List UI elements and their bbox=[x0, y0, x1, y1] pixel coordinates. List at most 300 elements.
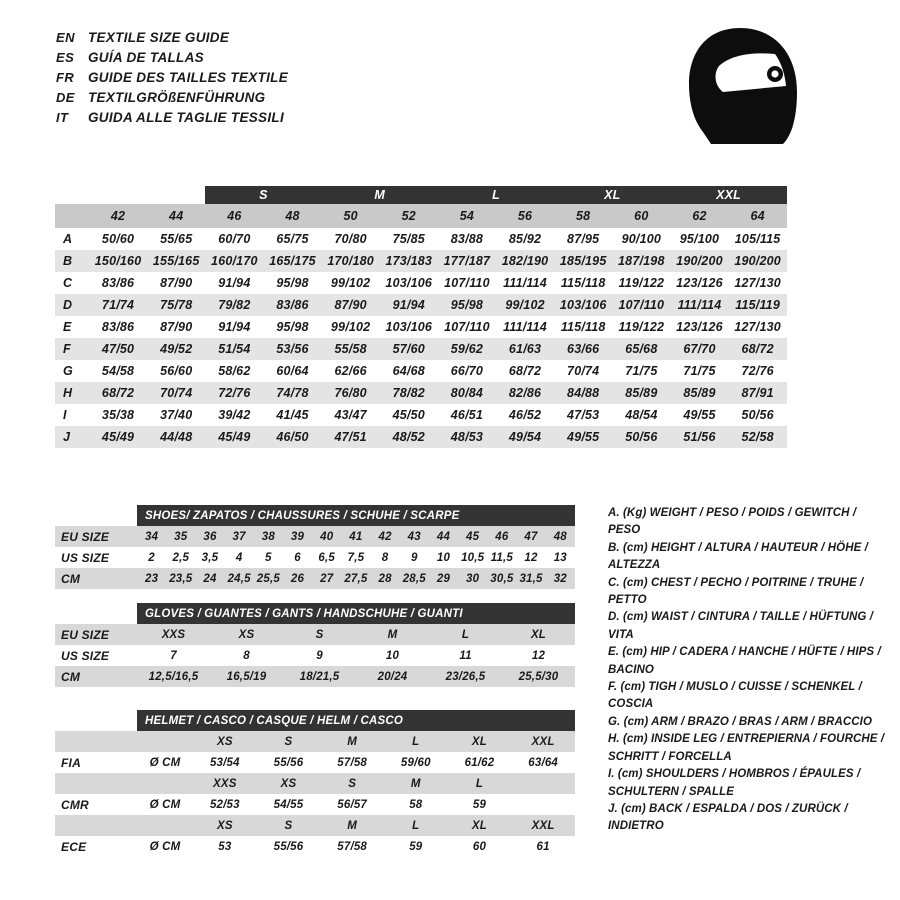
measure-cell: 123/126 bbox=[676, 276, 723, 290]
measure-cell: 95/98 bbox=[276, 320, 309, 334]
shoes-cell: 30,5 bbox=[490, 572, 514, 585]
helmet-standard-fia: FIA bbox=[61, 755, 81, 770]
title-row-it bbox=[56, 110, 288, 130]
measure-cell: 62/66 bbox=[334, 364, 367, 378]
shoes-cell: 38 bbox=[261, 530, 275, 543]
size-number-56: 56 bbox=[496, 204, 554, 228]
measure-cell: 49/55 bbox=[567, 430, 600, 444]
table-row bbox=[55, 752, 575, 773]
measure-cell: 127/130 bbox=[734, 320, 781, 334]
helmet-cell: 61 bbox=[536, 840, 550, 853]
measure-cell: 47/53 bbox=[567, 408, 600, 422]
gloves-cell: 23/26,5 bbox=[445, 670, 486, 683]
title-text-it: GUIDA ALLE TAGLIE TESSILI bbox=[88, 110, 284, 125]
measure-cell: 57/60 bbox=[392, 342, 425, 356]
measure-cell: 87/90 bbox=[160, 320, 193, 334]
helmet-size-m: M bbox=[347, 735, 358, 748]
shoes-cell: 25,5 bbox=[256, 572, 280, 585]
size-number-42: 42 bbox=[89, 204, 147, 228]
measure-cell: 65/75 bbox=[276, 232, 309, 246]
measure-cell: 173/183 bbox=[385, 254, 433, 268]
textile-size-table bbox=[55, 186, 845, 448]
measure-cell: 65/68 bbox=[625, 342, 658, 356]
size-number-60: 60 bbox=[612, 204, 670, 228]
helmet-cell: 53 bbox=[218, 840, 232, 853]
measure-cell: 49/54 bbox=[508, 430, 542, 444]
gloves-cell: 12 bbox=[531, 649, 546, 662]
measure-cell: 72/76 bbox=[218, 386, 251, 400]
measure-cell: 43/47 bbox=[334, 408, 367, 422]
measure-cell: 87/90 bbox=[334, 298, 367, 312]
measure-cell: 99/102 bbox=[330, 276, 371, 290]
helmet-size-row bbox=[55, 815, 575, 836]
table-row bbox=[55, 794, 575, 815]
measure-cell: 83/86 bbox=[276, 298, 309, 312]
table-row bbox=[55, 568, 575, 589]
gloves-cell: 20/24 bbox=[377, 670, 408, 683]
title-text-fr: GUIDE DES TAILLES TEXTILE bbox=[88, 70, 289, 85]
measure-cell: 50/56 bbox=[741, 408, 774, 422]
helmet-title-row bbox=[55, 710, 575, 731]
shoes-cell: 9 bbox=[410, 551, 418, 564]
shoes-cell: 23,5 bbox=[169, 572, 193, 585]
measure-cell: 71/75 bbox=[683, 364, 716, 378]
helmet-cell: 57/58 bbox=[337, 756, 368, 769]
measure-cell: 46/52 bbox=[508, 408, 542, 422]
shoes-cell: 27 bbox=[320, 572, 334, 585]
gloves-table bbox=[55, 603, 575, 687]
title-text-es: GUÍA DE TALLAS bbox=[88, 50, 204, 65]
measure-cell: 90/100 bbox=[621, 232, 662, 246]
shoes-cell: 10,5 bbox=[461, 551, 485, 564]
size-band-empty bbox=[55, 186, 89, 204]
measure-label-E: E bbox=[63, 320, 72, 334]
measure-cell: 103/106 bbox=[559, 298, 607, 312]
measure-cell: 123/126 bbox=[676, 320, 723, 334]
measure-cell: 72/76 bbox=[741, 364, 774, 378]
shoes-cell: 24,5 bbox=[227, 572, 251, 585]
legend-line: C. (cm) CHEST / PECHO / POITRINE / TRUHE / PETTO bbox=[608, 576, 864, 607]
shoes-row-label: CM bbox=[61, 571, 81, 586]
measure-cell: 107/110 bbox=[444, 320, 490, 334]
measure-cell: 74/78 bbox=[276, 386, 309, 400]
measure-cell: 66/70 bbox=[450, 364, 484, 378]
table-row bbox=[55, 228, 845, 250]
measure-cell: 85/89 bbox=[625, 386, 658, 400]
measure-label-A: A bbox=[63, 232, 73, 246]
shoes-cell: 41 bbox=[349, 530, 363, 543]
table-row bbox=[55, 666, 575, 687]
table-row bbox=[55, 338, 845, 360]
gloves-cell: 18/21,5 bbox=[299, 670, 340, 683]
helmet-cell: 52/53 bbox=[209, 798, 240, 811]
measure-label-G: G bbox=[63, 364, 73, 378]
measure-label-F: F bbox=[63, 342, 71, 356]
legend-line: H. (cm) INSIDE LEG / ENTREPIERNA / FOURCHE / bbox=[608, 733, 885, 746]
shoes-cell: 36 bbox=[203, 530, 217, 543]
measure-cell: 83/88 bbox=[450, 232, 484, 246]
measure-cell: 60/70 bbox=[218, 232, 251, 246]
gloves-row-label: EU SIZE bbox=[61, 627, 110, 642]
shoes-cell: 44 bbox=[436, 530, 451, 543]
gloves-title-spacer bbox=[55, 603, 137, 624]
helmet-cell: 59 bbox=[472, 798, 487, 811]
helmet-unit: Ø CM bbox=[149, 798, 181, 811]
measure-cell: 170/180 bbox=[327, 254, 374, 268]
measure-cell: 85/89 bbox=[683, 386, 716, 400]
size-number-58: 58 bbox=[554, 204, 612, 228]
helmet-size-spacer2 bbox=[137, 815, 193, 836]
table-row bbox=[55, 526, 575, 547]
gloves-cell: 11 bbox=[459, 649, 472, 662]
measure-cell: 52/58 bbox=[741, 430, 774, 444]
measure-cell: 87/95 bbox=[567, 232, 600, 246]
measure-cell: 103/106 bbox=[385, 276, 433, 290]
measure-cell: 185/195 bbox=[559, 254, 607, 268]
size-number-44: 44 bbox=[147, 204, 205, 228]
helmet-size-s: S bbox=[284, 735, 293, 748]
measure-cell: 75/85 bbox=[392, 232, 425, 246]
measure-cell: 68/72 bbox=[741, 342, 774, 356]
helmet-size-m: M bbox=[410, 777, 421, 790]
shoes-cell: 11,5 bbox=[490, 551, 514, 564]
helmet-size-empty bbox=[511, 773, 575, 794]
size-band-empty bbox=[147, 186, 205, 204]
measure-cell: 47/50 bbox=[101, 342, 135, 356]
legend-line: I. (cm) SHOULDERS / HOMBROS / ÉPAULES / bbox=[608, 768, 861, 781]
gloves-row-label: CM bbox=[61, 669, 81, 684]
measure-cell: 115/118 bbox=[560, 320, 606, 334]
measure-cell: 177/187 bbox=[443, 254, 491, 268]
helmet-title-spacer bbox=[55, 710, 137, 731]
legend-line: E. (cm) HIP / CADERA / HANCHE / HÜFTE / HIPS / BACINO bbox=[608, 646, 881, 676]
measure-cell: 115/119 bbox=[735, 298, 780, 312]
shoes-cell: 3,5 bbox=[201, 551, 219, 564]
shoes-cell: 27,5 bbox=[344, 572, 368, 585]
gloves-title: GLOVES / GUANTES / GANTS / HANDSCHUHE / GUANTI bbox=[137, 603, 575, 624]
measure-cell: 48/52 bbox=[392, 430, 425, 444]
measure-label-D: D bbox=[63, 298, 73, 312]
measure-cell: 68/72 bbox=[508, 364, 542, 378]
helmet-size-spacer bbox=[55, 731, 137, 752]
shoes-cell: 6,5 bbox=[318, 551, 336, 564]
measure-label-I: I bbox=[63, 408, 67, 422]
measure-cell: 46/50 bbox=[276, 430, 309, 444]
shoes-title: SHOES/ ZAPATOS / CHAUSSURES / SCHUHE / SCARPE bbox=[137, 505, 575, 526]
title-text-de: TEXTILGRÖßENFÜHRUNG bbox=[88, 90, 266, 105]
shoes-cell: 12 bbox=[524, 551, 538, 564]
gloves-cell: 10 bbox=[385, 649, 400, 662]
gloves-cell: M bbox=[387, 628, 398, 641]
measure-cell: 49/52 bbox=[160, 342, 193, 356]
shoes-cell: 34 bbox=[144, 530, 159, 543]
measure-cell: 91/94 bbox=[218, 320, 251, 334]
helmet-cell: 63/64 bbox=[528, 756, 559, 769]
shoes-cell: 39 bbox=[290, 530, 305, 543]
measure-cell: 111/114 bbox=[503, 320, 547, 334]
shoes-row-label: EU SIZE bbox=[61, 529, 110, 544]
shoes-title-row bbox=[55, 505, 575, 526]
legend-line: B. (cm) HEIGHT / ALTURA / HAUTEUR / HÖHE / ALTEZZA bbox=[608, 541, 868, 572]
size-band-s: S bbox=[205, 186, 321, 204]
helmet-size-xs: XS bbox=[216, 735, 233, 748]
shoes-cell: 5 bbox=[265, 551, 272, 564]
shoes-cell: 37 bbox=[232, 530, 246, 543]
legend-line: SCHRITT / FORCELLA bbox=[608, 750, 732, 763]
size-band-xl: XL bbox=[554, 186, 670, 204]
helmet-size-spacer bbox=[55, 815, 137, 836]
shoes-cell: 46 bbox=[495, 530, 509, 543]
measure-cell: 85/92 bbox=[508, 232, 542, 246]
measure-cell: 83/86 bbox=[101, 320, 135, 334]
gloves-cell: 25,5/30 bbox=[518, 670, 559, 683]
helmet-size-xxl: XXL bbox=[531, 735, 555, 748]
measure-cell: 103/106 bbox=[385, 320, 433, 334]
size-number-corner bbox=[55, 204, 89, 228]
gloves-cell: 12,5/16,5 bbox=[148, 670, 199, 683]
shoes-cell: 4 bbox=[235, 551, 243, 564]
gloves-cell: XXS bbox=[161, 628, 186, 641]
gloves-cell: 7 bbox=[170, 649, 177, 662]
shoes-cell: 2 bbox=[148, 551, 155, 564]
title-row-de bbox=[56, 90, 288, 110]
measure-cell: 39/42 bbox=[218, 408, 251, 422]
measure-cell: 182/190 bbox=[501, 254, 549, 268]
shoes-cell: 42 bbox=[378, 530, 392, 543]
table-row bbox=[55, 645, 575, 666]
measure-cell: 50/56 bbox=[625, 430, 658, 444]
table-row bbox=[55, 294, 845, 316]
measure-label-J: J bbox=[63, 430, 71, 444]
measure-cell: 71/75 bbox=[625, 364, 658, 378]
helmet-cell: 61/62 bbox=[464, 756, 495, 769]
helmet-cell: 56/57 bbox=[337, 798, 368, 811]
helmet-size-xxs: XXS bbox=[213, 777, 237, 790]
measure-label-C: C bbox=[63, 276, 73, 290]
shoes-cell: 24 bbox=[203, 572, 217, 585]
measure-cell: 190/200 bbox=[676, 254, 723, 268]
measure-cell: 46/51 bbox=[450, 408, 484, 422]
helmet-cell: 59/60 bbox=[400, 756, 431, 769]
shoes-cell: 23 bbox=[144, 572, 159, 585]
measure-cell: 41/45 bbox=[276, 408, 309, 422]
gloves-cell: 16,5/19 bbox=[226, 670, 267, 683]
helmet-size-row bbox=[55, 731, 575, 752]
legend-line: G. (cm) ARM / BRAZO / BRAS / ARM / BRACCIO bbox=[608, 715, 873, 728]
shoes-cell: 48 bbox=[553, 530, 567, 543]
table-row bbox=[55, 836, 575, 857]
helmet-size-xs: XS bbox=[280, 777, 297, 790]
lang-code-en: EN bbox=[56, 30, 75, 45]
shoes-cell: 29 bbox=[436, 572, 451, 585]
helmet-size-m: M bbox=[347, 819, 358, 832]
measure-cell: 160/170 bbox=[211, 254, 258, 268]
measure-cell: 87/90 bbox=[160, 276, 193, 290]
measure-cell: 107/110 bbox=[618, 298, 665, 312]
table-row bbox=[55, 316, 845, 338]
legend-line: A. (Kg) WEIGHT / PESO / POIDS / GEWITCH / PESO bbox=[608, 507, 857, 537]
measure-cell: 54/58 bbox=[101, 364, 135, 378]
shoes-cell: 47 bbox=[524, 530, 538, 543]
gloves-cell: 9 bbox=[316, 649, 323, 662]
helmet-cell: 57/58 bbox=[337, 840, 368, 853]
shoes-cell: 45 bbox=[466, 530, 480, 543]
lang-code-it: IT bbox=[56, 110, 69, 125]
size-number-row bbox=[55, 204, 845, 228]
measure-cell: 70/74 bbox=[160, 386, 193, 400]
measure-cell: 35/38 bbox=[101, 408, 135, 422]
helmet-unit: Ø CM bbox=[149, 840, 181, 853]
measure-cell: 64/68 bbox=[392, 364, 425, 378]
helmet-size-spacer2 bbox=[137, 773, 193, 794]
gloves-row-label: US SIZE bbox=[61, 648, 110, 663]
shoes-cell: 13 bbox=[553, 551, 567, 564]
shoes-cell: 28 bbox=[378, 572, 392, 585]
measure-cell: 51/56 bbox=[683, 430, 716, 444]
helmet-size-s: S bbox=[348, 777, 357, 790]
measure-cell: 99/102 bbox=[330, 320, 371, 334]
racing-helmet-icon bbox=[675, 22, 805, 152]
measure-cell: 58/62 bbox=[218, 364, 251, 378]
size-number-52: 52 bbox=[380, 204, 438, 228]
measure-cell: 55/58 bbox=[334, 342, 367, 356]
helmet-size-xxl: XXL bbox=[531, 819, 555, 832]
helmet-standard-ece: ECE bbox=[61, 839, 87, 854]
shoes-cell: 2,5 bbox=[172, 551, 190, 564]
helmet-table bbox=[55, 710, 575, 857]
measure-cell: 53/56 bbox=[276, 342, 309, 356]
size-band-l: L bbox=[438, 186, 554, 204]
measure-cell: 45/50 bbox=[392, 408, 425, 422]
measure-cell: 68/72 bbox=[101, 386, 135, 400]
measure-cell: 95/98 bbox=[450, 298, 484, 312]
shoes-cell: 8 bbox=[381, 551, 389, 564]
measure-cell: 95/100 bbox=[679, 232, 720, 246]
measure-cell: 75/78 bbox=[160, 298, 193, 312]
measure-cell: 60/64 bbox=[276, 364, 309, 378]
measure-cell: 105/115 bbox=[734, 232, 781, 246]
helmet-size-spacer2 bbox=[137, 731, 193, 752]
legend-line: D. (cm) WAIST / CINTURA / TAILLE / HÜFTUNG / VITA bbox=[608, 611, 874, 641]
helmet-cell: 54/55 bbox=[273, 798, 304, 811]
legend-line: J. (cm) BACK / ESPALDA / DOS / ZURÜCK / INDIETRO bbox=[608, 802, 848, 833]
size-number-64: 64 bbox=[729, 204, 787, 228]
helmet-size-xs: XS bbox=[216, 819, 233, 832]
measure-cell: 155/165 bbox=[152, 254, 200, 268]
measure-cell: 44/48 bbox=[160, 430, 193, 444]
lang-code-de: DE bbox=[56, 90, 75, 105]
gloves-cell: L bbox=[461, 628, 470, 641]
measure-cell: 165/175 bbox=[269, 254, 316, 268]
measure-cell: 71/74 bbox=[101, 298, 135, 312]
measure-cell: 115/118 bbox=[560, 276, 606, 290]
measure-cell: 55/65 bbox=[160, 232, 193, 246]
shoes-table bbox=[55, 505, 575, 589]
size-band-empty bbox=[89, 186, 147, 204]
size-band-row bbox=[55, 186, 845, 204]
measure-cell: 37/40 bbox=[160, 408, 193, 422]
measure-cell: 119/122 bbox=[618, 276, 665, 290]
helmet-cell: 53/54 bbox=[209, 756, 240, 769]
helmet-size-l: L bbox=[475, 777, 484, 790]
measure-cell: 150/160 bbox=[94, 254, 142, 268]
measure-cell: 91/94 bbox=[392, 298, 425, 312]
title-row-fr bbox=[56, 70, 288, 90]
measure-cell: 190/200 bbox=[734, 254, 781, 268]
helmet-cell: 55/56 bbox=[273, 840, 304, 853]
shoes-cell: 26 bbox=[290, 572, 305, 585]
title-text-en: TEXTILE SIZE GUIDE bbox=[88, 30, 230, 45]
table-row bbox=[55, 404, 845, 426]
gloves-title-row bbox=[55, 603, 575, 624]
size-band-m: M bbox=[322, 186, 438, 204]
measure-cell: 45/49 bbox=[218, 430, 251, 444]
measure-cell: 50/60 bbox=[101, 232, 135, 246]
measure-cell: 48/54 bbox=[625, 408, 658, 422]
gloves-cell: XS bbox=[238, 628, 255, 641]
measure-label-H: H bbox=[63, 386, 73, 400]
table-row bbox=[55, 272, 845, 294]
size-band-empty bbox=[787, 186, 845, 204]
helmet-standard-cmr: CMR bbox=[61, 797, 89, 812]
measure-cell: 82/86 bbox=[508, 386, 542, 400]
measure-cell: 47/51 bbox=[334, 430, 367, 444]
lang-code-fr: FR bbox=[56, 70, 75, 85]
helmet-cell: 60 bbox=[472, 840, 487, 853]
shoes-title-spacer bbox=[55, 505, 137, 526]
measure-cell: 107/110 bbox=[444, 276, 490, 290]
measure-cell: 49/55 bbox=[683, 408, 716, 422]
measure-cell: 70/80 bbox=[334, 232, 367, 246]
shoes-cell: 31,5 bbox=[519, 572, 543, 585]
helmet-size-spacer bbox=[55, 773, 137, 794]
size-number-46: 46 bbox=[205, 204, 263, 228]
shoes-cell: 6 bbox=[294, 551, 301, 564]
shoes-cell: 43 bbox=[407, 530, 421, 543]
shoes-cell: 28,5 bbox=[402, 572, 426, 585]
helmet-cell: 59 bbox=[409, 840, 423, 853]
measure-cell: 63/66 bbox=[567, 342, 600, 356]
table-row bbox=[55, 547, 575, 568]
size-number-54: 54 bbox=[438, 204, 496, 228]
measure-cell: 87/91 bbox=[741, 386, 774, 400]
helmet-unit: Ø CM bbox=[149, 756, 181, 769]
shoes-cell: 35 bbox=[174, 530, 188, 543]
measure-cell: 56/60 bbox=[160, 364, 193, 378]
measure-cell: 91/94 bbox=[218, 276, 251, 290]
gloves-cell: XL bbox=[530, 628, 547, 641]
table-row bbox=[55, 250, 845, 272]
measure-cell: 61/63 bbox=[508, 342, 542, 356]
helmet-cell: 55/56 bbox=[273, 756, 304, 769]
measure-cell: 48/53 bbox=[450, 430, 484, 444]
measure-cell: 78/82 bbox=[392, 386, 425, 400]
measure-cell: 79/82 bbox=[218, 298, 251, 312]
measurement-legend bbox=[608, 505, 888, 836]
measure-cell: 84/88 bbox=[567, 386, 600, 400]
measure-cell: 187/198 bbox=[618, 254, 665, 268]
table-row bbox=[55, 382, 845, 404]
helmet-size-l: L bbox=[412, 735, 420, 748]
helmet-size-row bbox=[55, 773, 575, 794]
legend-line: F. (cm) TIGH / MUSLO / CUISSE / SCHENKEL / COSCIA bbox=[608, 681, 862, 711]
size-number-62: 62 bbox=[670, 204, 728, 228]
title-row-es bbox=[56, 50, 288, 70]
helmet-size-s: S bbox=[284, 819, 293, 832]
shoes-cell: 32 bbox=[553, 572, 567, 585]
helmet-size-l: L bbox=[412, 819, 420, 832]
helmet-cell-empty bbox=[511, 794, 575, 815]
